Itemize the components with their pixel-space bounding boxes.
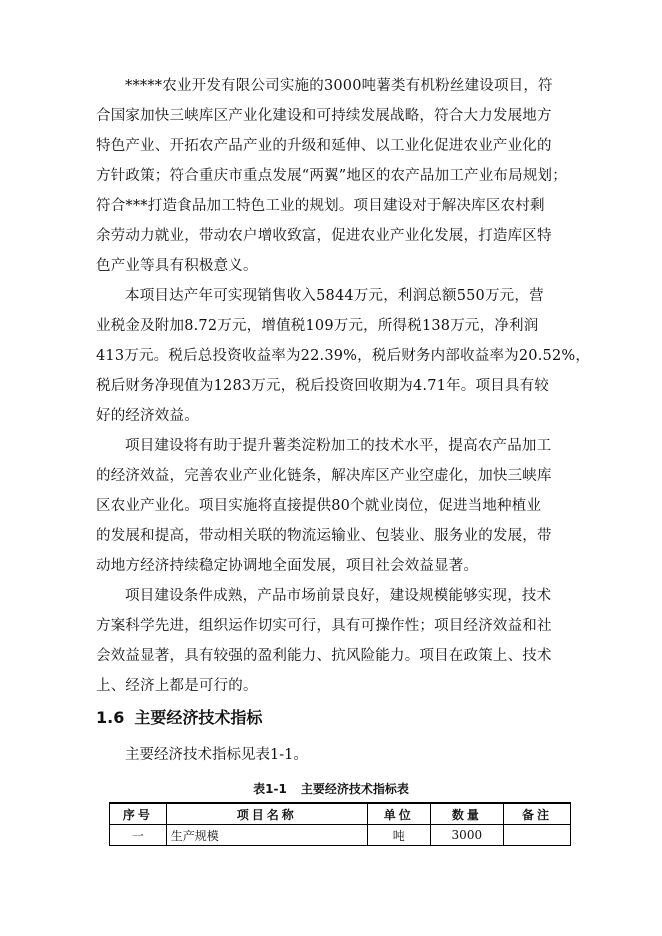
section-number: 1.6 xyxy=(96,708,125,727)
cell-item-name: 生产规模 xyxy=(166,825,367,846)
table-caption-title: 主要经济技术指标表 xyxy=(300,782,409,796)
paragraph-project-significance xyxy=(96,71,586,281)
cell-quantity: 3000 xyxy=(430,825,503,846)
header-cell-unit: 单位 xyxy=(367,803,430,825)
section-title: 主要经济技术指标 xyxy=(134,708,263,727)
text-line: 区农业产业化。项目实施将直接提供80个就业岗位，促进当地种植业 xyxy=(96,498,542,514)
text-line: 方案科学先进，组织运作切实可行，具有可操作性；项目经济效益和社 xyxy=(96,618,552,634)
paragraph-economic-benefits xyxy=(96,281,591,431)
text-line: 项目建设将有助于提升薯类淀粉加工的技术水平，提高农产品加工 xyxy=(125,438,552,454)
text-line: *****农业开发有限公司实施的3000吨薯类有机粉丝建设项目，符 xyxy=(125,78,553,94)
cell-index: 一 xyxy=(110,825,167,846)
text-line: 合国家加快三峡库区产业化建设和可持续发展战略，符合大力发展地方 xyxy=(96,108,552,124)
text-line: 业税金及附加8.72万元，增值税109万元，所得税138万元，净利润 xyxy=(96,318,539,334)
text-line: 会效益显著，具有较强的盈利能力、抗风险能力。项目在政策上、技术 xyxy=(96,648,552,664)
text-line: 税后财务净现值为1283万元，税后投资回收期为4.71年。项目具有较 xyxy=(96,378,549,394)
header-cell-remarks: 备注 xyxy=(503,803,570,825)
text-line: 项目建设条件成熟，产品市场前景良好，建设规模能够实现，技术 xyxy=(125,588,552,604)
table-header-row xyxy=(110,803,571,825)
paragraph-social-benefits xyxy=(96,431,586,581)
text-line: 413万元。税后总投资收益率为22.39%，税后财务内部收益率为20.52%， xyxy=(96,348,591,364)
cell-unit: 吨 xyxy=(367,825,430,846)
paragraph-feasibility xyxy=(96,581,586,701)
cell-remarks xyxy=(503,825,570,846)
text-line: 的经济效益，完善农业产业化链条，解决库区产业空虚化，加快三峡库 xyxy=(96,468,552,484)
text-line: 上、经济上都是可行的。 xyxy=(96,678,258,694)
header-cell-index: 序号 xyxy=(110,803,167,825)
text-line: 色产业等具有积极意义。 xyxy=(96,258,258,274)
economic-indicators-table xyxy=(109,802,571,846)
header-cell-item-name: 项目名称 xyxy=(166,803,367,825)
text-line: 特色产业、开拓农产品产业的升级和延伸、以工业化促进农业产业化的 xyxy=(96,138,552,154)
text-line: 动地方经济持续稳定协调地全面发展，项目社会效益显著。 xyxy=(96,558,479,574)
table-reference-text: 主要经济技术指标见表1-1。 xyxy=(125,747,308,763)
text-line: 本项目达产年可实现销售收入5844万元，利润总额550万元，营 xyxy=(125,288,544,304)
text-line: 方针政策；符合重庆市重点发展“两翼”地区的农产品加工产业布局规划； xyxy=(96,168,567,184)
header-cell-quantity: 数量 xyxy=(430,803,503,825)
text-line: 余劳动力就业，带动农户增收致富，促进农业产业化发展，打造库区特 xyxy=(96,228,552,244)
table-row xyxy=(110,825,571,846)
text-line: 符合***打造食品加工特色工业的规划。项目建设对于解决库区农村剩 xyxy=(96,198,545,214)
text-line: 好的经济效益。 xyxy=(96,408,199,424)
text-line: 的发展和提高，带动相关联的物流运输业、包装业、服务业的发展，带 xyxy=(96,528,552,544)
section-heading xyxy=(96,705,262,728)
table-caption-id: 表1-1 xyxy=(253,782,287,796)
table-caption xyxy=(0,780,662,797)
